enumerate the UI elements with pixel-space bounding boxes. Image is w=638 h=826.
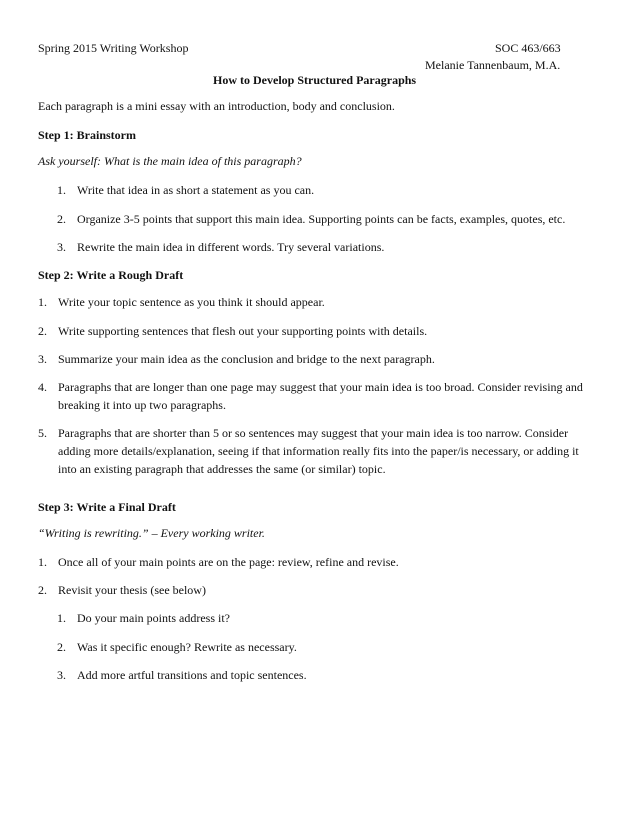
step3-subitem-3 (57, 666, 617, 684)
step2-item-2 (38, 322, 618, 340)
header-course: SOC 463/663 (495, 41, 561, 55)
list-item-text: Paragraphs that are longer than one page may suggest that your main idea is too broad. Consider revising and breaking it into up two paragraphs. (58, 380, 583, 412)
step3-subitem-1 (57, 609, 617, 627)
step3-item-1 (38, 553, 618, 571)
step2-item-4 (38, 378, 600, 414)
step3-item-2 (38, 581, 618, 599)
header-author: Melanie Tannenbaum, M.A. (425, 58, 561, 72)
list-number: 4. (38, 380, 47, 394)
list-item-text: Do your main points address it? (77, 611, 230, 625)
intro-text: Each paragraph is a mini essay with an introduction, body and conclusion. (38, 99, 395, 113)
step1-heading: Step 1: Brainstorm (38, 128, 136, 142)
list-number: 1. (38, 555, 47, 569)
list-number: 3. (57, 668, 66, 682)
list-item-text: Rewrite the main idea in different words. Try several variations. (77, 240, 385, 254)
list-item-text: Write supporting sentences that flesh out your supporting points with details. (58, 324, 428, 338)
list-item-text: Paragraphs that are shorter than 5 or so sentences may suggest that your main idea is too narrow. Consider adding more details/explanation, seeing if that information really fits into the paper/is necessary, or adding it into an existing paragraph that addresses the same (or similar) topic. (58, 426, 579, 476)
step2-item-1 (38, 293, 618, 311)
list-item-text: Was it specific enough? Rewrite as necessary. (77, 640, 297, 654)
list-number: 2. (57, 212, 66, 226)
list-number: 1. (57, 183, 66, 197)
step3-quote: “Writing is rewriting.” – Every working writer. (38, 526, 265, 540)
step3-subitem-2 (57, 638, 617, 656)
step1-prompt: Ask yourself: What is the main idea of this paragraph? (38, 154, 302, 168)
list-number: 3. (38, 352, 47, 366)
list-item-text: Write that idea in as short a statement as you can. (77, 183, 315, 197)
step2-item-5 (38, 424, 600, 478)
step1-item-2 (57, 210, 617, 228)
step3-heading: Step 3: Write a Final Draft (38, 500, 176, 514)
list-item-text: Once all of your main points are on the page: review, refine and revise. (58, 555, 399, 569)
list-item-text: Organize 3-5 points that support this main idea. Supporting points can be facts, examples, quotes, etc. (77, 212, 566, 226)
list-number: 5. (38, 426, 47, 440)
list-item-text: Revisit your thesis (see below) (58, 583, 206, 597)
list-number: 2. (38, 324, 47, 338)
list-number: 1. (57, 611, 66, 625)
list-number: 1. (38, 295, 47, 309)
header-workshop: Spring 2015 Writing Workshop (38, 41, 189, 55)
list-number: 2. (38, 583, 47, 597)
list-item-text: Write your topic sentence as you think it should appear. (58, 295, 325, 309)
list-number: 2. (57, 640, 66, 654)
step2-heading: Step 2: Write a Rough Draft (38, 268, 184, 282)
list-item-text: Summarize your main idea as the conclusion and bridge to the next paragraph. (58, 352, 435, 366)
list-number: 3. (57, 240, 66, 254)
list-item-text: Add more artful transitions and topic sentences. (77, 668, 307, 682)
step1-item-1 (57, 181, 617, 199)
step2-item-3 (38, 350, 618, 368)
page-title: How to Develop Structured Paragraphs (213, 73, 417, 87)
step1-item-3 (57, 238, 617, 256)
